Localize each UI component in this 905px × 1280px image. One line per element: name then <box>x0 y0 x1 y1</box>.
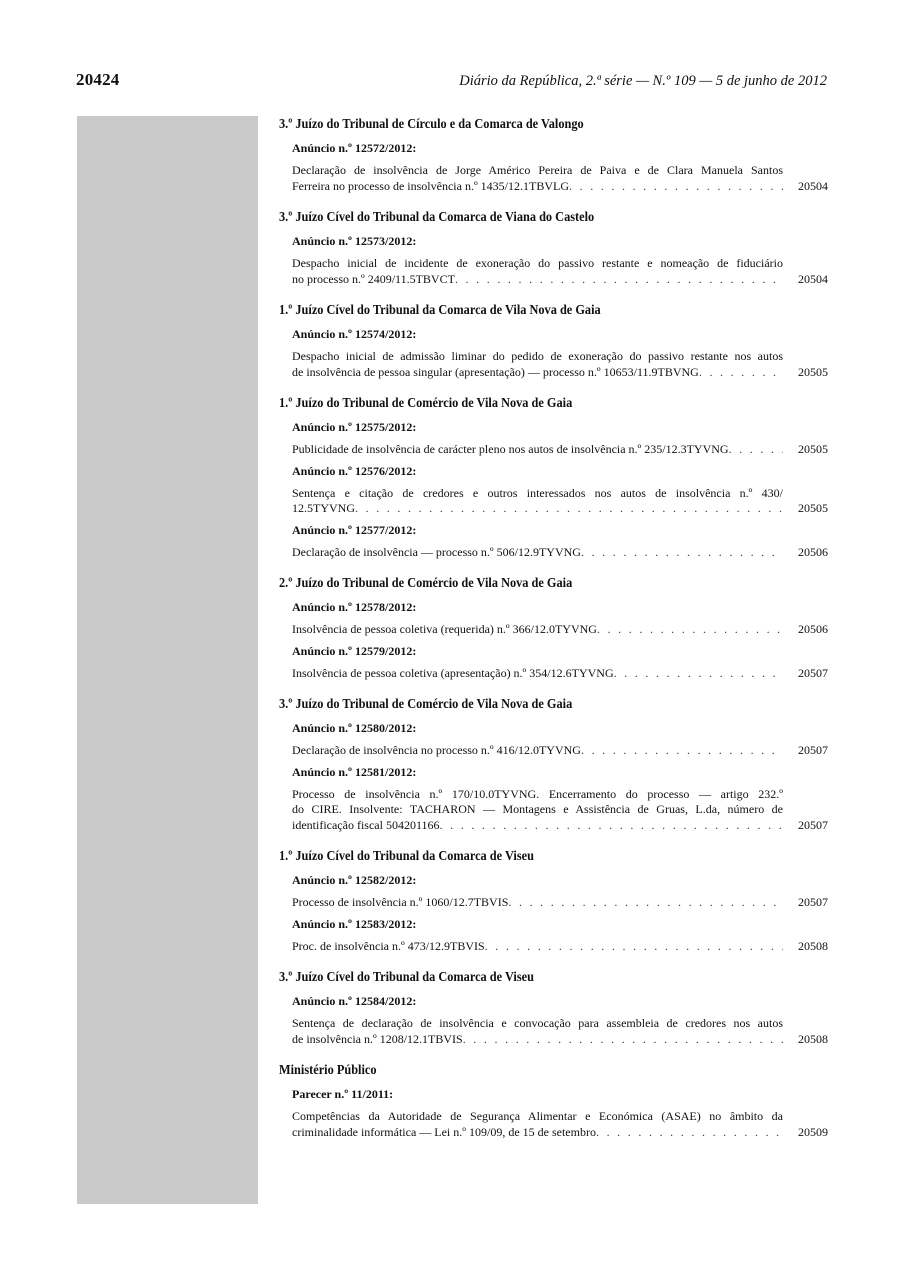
page-reference: 20507 <box>798 817 828 832</box>
notice-entry <box>279 420 828 458</box>
dot-leader <box>581 545 783 561</box>
notice-description <box>292 545 828 561</box>
notice-entry <box>279 234 828 287</box>
notice-description <box>292 486 828 517</box>
notice-description <box>292 743 828 759</box>
dot-leader <box>699 365 783 381</box>
court-section <box>279 968 828 1047</box>
notice-description <box>292 787 828 834</box>
notice-title: Anúncio n.º 12579/2012: <box>292 643 417 658</box>
court-title: 1.º Juízo Cível do Tribunal da Comarca de Vila Nova de Gaia <box>279 303 601 318</box>
notice-title: Anúncio n.º 12576/2012: <box>292 463 417 478</box>
court-title: 3.º Juízo do Tribunal de Círculo e da Comarca de Valongo <box>279 117 584 132</box>
notice-entry <box>279 765 828 834</box>
notice-title: Anúncio n.º 12573/2012: <box>292 234 417 248</box>
description-last-line: identificação fiscal 504201166 <box>292 817 440 832</box>
description-line: Competências da Autoridade de Segurança Alimentar e Económica (ASAE) no âmbito da <box>292 1109 783 1123</box>
dot-leader <box>569 179 783 195</box>
description-line: Processo de insolvência n.º 170/10.0TYVNG. Encerramento do processo — artigo 232.º <box>292 786 783 801</box>
notice-entry <box>279 1087 828 1140</box>
notice-entry <box>279 644 828 682</box>
dot-leader <box>355 501 783 517</box>
description-last-line: de insolvência n.º 1208/12.1TBVIS <box>292 1031 463 1046</box>
page-reference: 20507 <box>798 743 828 757</box>
court-section <box>279 1061 828 1140</box>
court-section <box>279 208 828 287</box>
description-line: Despacho inicial de admissão liminar do pedido de exoneração do passivo restante nos autos <box>292 349 783 363</box>
notice-entry <box>279 600 828 638</box>
court-section <box>279 115 828 194</box>
dot-leader <box>463 1032 783 1048</box>
court-section <box>279 574 828 681</box>
notice-title: Anúncio n.º 12580/2012: <box>292 721 417 735</box>
court-section <box>279 301 828 380</box>
notice-title: Parecer n.º 11/2011: <box>292 1087 394 1101</box>
description-last-line: Proc. de insolvência n.º 473/12.9TBVIS <box>292 938 485 953</box>
page-reference: 20506 <box>798 544 828 559</box>
description-line: Sentença e citação de credores e outros interessados nos autos de insolvência n.º 430/ <box>292 485 783 500</box>
running-header: Diário da República, 2.ª série — N.º 109 — 5 de junho de 2012 <box>459 73 827 89</box>
description-last-line: de insolvência de pessoa singular (apresentação) — processo n.º 10653/11.9TBVNG <box>292 364 699 379</box>
description-line: Declaração de insolvência de Jorge Américo Pereira de Paiva e de Clara Manuela Santos <box>292 163 783 177</box>
notice-description <box>292 256 828 287</box>
court-title: 1.º Juízo do Tribunal de Comércio de Vila Nova de Gaia <box>279 396 573 411</box>
page-reference: 20508 <box>798 1031 828 1046</box>
notice-title: Anúncio n.º 12582/2012: <box>292 873 417 887</box>
description-last-line: Publicidade de insolvência de carácter pleno nos autos de insolvência n.º 235/12.3TYVNG <box>292 442 729 456</box>
description-line: do CIRE. Insolvente: TACHARON — Montagens e Assistência de Gruas, L.da, número de <box>292 802 783 816</box>
court-title: 1.º Juízo Cível do Tribunal da Comarca de Viseu <box>279 849 534 864</box>
description-last-line: Processo de insolvência n.º 1060/12.7TBVIS <box>292 895 509 909</box>
notice-description <box>292 1016 828 1047</box>
notice-description <box>292 622 828 638</box>
description-last-line: no processo n.º 2409/11.5TBVCT <box>292 271 455 286</box>
page-number: 20424 <box>76 70 120 89</box>
court-title: 3.º Juízo do Tribunal de Comércio de Vila Nova de Gaia <box>279 697 573 712</box>
notice-entry <box>279 141 828 194</box>
description-last-line: Insolvência de pessoa coletiva (requerida) n.º 366/12.0TYVNG <box>292 622 597 636</box>
notice-title: Anúncio n.º 12572/2012: <box>292 141 417 155</box>
dot-leader <box>597 622 783 638</box>
notice-entry <box>279 523 828 561</box>
dot-leader <box>455 272 783 288</box>
description-last-line: Declaração de insolvência no processo n.º 416/12.0TYVNG <box>292 743 581 757</box>
dot-leader <box>596 1125 783 1141</box>
description-last-line: Ferreira no processo de insolvência n.º 1435/12.1TBVLG <box>292 178 569 193</box>
notice-entry <box>279 917 828 955</box>
dot-leader <box>508 895 783 911</box>
sidebar-gray-panel <box>77 116 258 1204</box>
description-last-line: criminalidade informática — Lei n.º 109/09, de 15 de setembro <box>292 1124 596 1139</box>
page-reference: 20507 <box>798 665 828 680</box>
notice-description <box>292 1109 828 1140</box>
notice-title: Anúncio n.º 12577/2012: <box>292 522 417 537</box>
notice-title: Anúncio n.º 12581/2012: <box>292 764 417 779</box>
court-title: 2.º Juízo do Tribunal de Comércio de Vila Nova de Gaia <box>279 576 573 591</box>
description-line: Sentença de declaração de insolvência e convocação para assembleia de credores nos autos <box>292 1016 783 1030</box>
dot-leader <box>581 743 783 759</box>
court-title: 3.º Juízo Cível do Tribunal da Comarca de Viana do Castelo <box>279 210 595 225</box>
notice-title: Anúncio n.º 12575/2012: <box>292 420 417 434</box>
page-reference: 20508 <box>798 938 828 953</box>
description-line: Despacho inicial de incidente de exoneração do passivo restante e nomeação de fiduciário <box>292 256 783 270</box>
notice-description <box>292 895 828 911</box>
notice-entry <box>279 994 828 1047</box>
court-section <box>279 394 828 560</box>
table-of-contents <box>279 115 828 1140</box>
description-last-line: Insolvência de pessoa coletiva (apresentação) n.º 354/12.6TYVNG <box>292 665 614 680</box>
page-reference: 20505 <box>798 442 828 456</box>
notice-description <box>292 349 828 380</box>
court-title: Ministério Público <box>279 1063 377 1078</box>
notice-title: Anúncio n.º 12583/2012: <box>292 916 417 931</box>
dot-leader <box>485 939 783 955</box>
page-reference: 20509 <box>798 1124 828 1139</box>
page-reference: 20504 <box>798 178 828 193</box>
dot-leader <box>729 442 783 458</box>
notice-entry <box>279 327 828 380</box>
description-last-line: 12.5TYVNG <box>292 501 355 515</box>
notice-entry <box>279 873 828 911</box>
page-reference: 20504 <box>798 271 828 286</box>
notice-description <box>292 666 828 682</box>
notice-title: Anúncio n.º 12584/2012: <box>292 994 417 1008</box>
notice-description <box>292 163 828 194</box>
notice-description <box>292 442 828 458</box>
court-section <box>279 847 828 954</box>
court-title: 3.º Juízo Cível do Tribunal da Comarca de Viseu <box>279 970 534 985</box>
notice-entry <box>279 721 828 759</box>
page-reference: 20505 <box>798 364 828 379</box>
notice-entry <box>279 464 828 517</box>
page-reference: 20506 <box>798 622 828 636</box>
notice-description <box>292 939 828 955</box>
page-reference: 20505 <box>798 501 828 515</box>
court-section <box>279 695 828 833</box>
page-reference: 20507 <box>798 895 828 909</box>
dot-leader <box>440 818 783 834</box>
dot-leader <box>614 666 783 682</box>
notice-title: Anúncio n.º 12574/2012: <box>292 327 417 341</box>
notice-title: Anúncio n.º 12578/2012: <box>292 600 417 614</box>
description-last-line: Declaração de insolvência — processo n.º 506/12.9TYVNG <box>292 544 581 559</box>
